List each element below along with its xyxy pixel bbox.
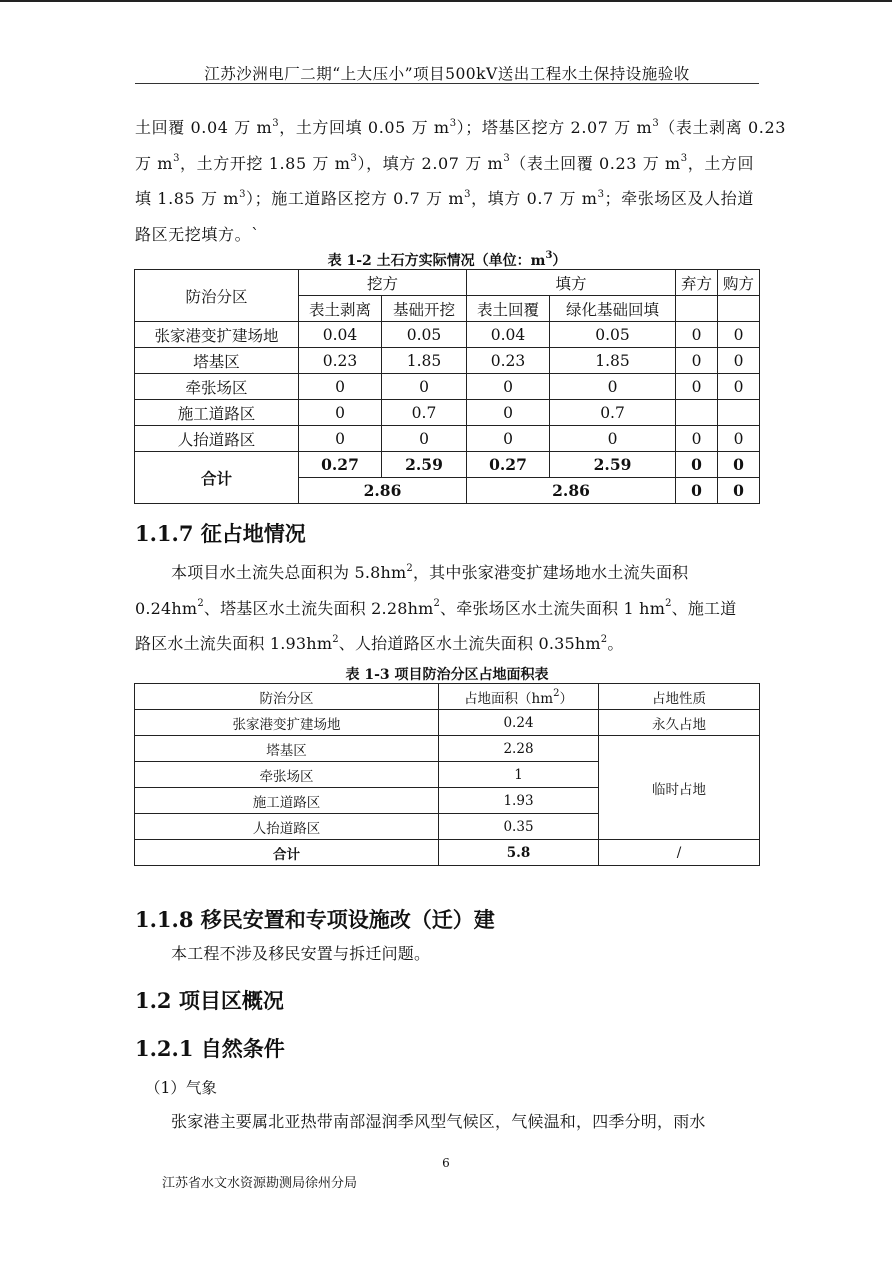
- temporary-land-cell: 临时占地: [599, 736, 760, 840]
- header-nature: 占地性质: [599, 684, 760, 710]
- cell: 人抬道路区: [135, 426, 299, 452]
- cell: 0: [382, 426, 467, 452]
- cell: [718, 400, 760, 426]
- climate-paragraph: 张家港主要属北亚热带南部湿润季风型气候区，气候温和，四季分明，雨水: [171, 1112, 706, 1131]
- table-row: [135, 348, 760, 374]
- cell: 0: [382, 374, 467, 400]
- header-zone: 防治分区: [135, 684, 439, 710]
- superscript: 3: [173, 153, 181, 165]
- superscript: 3: [652, 117, 660, 129]
- table-row: [135, 400, 760, 426]
- text-run: （表土回覆 0.23 万 m: [510, 153, 681, 173]
- cell: 0: [676, 374, 718, 400]
- cell: 0: [299, 374, 382, 400]
- cell: 2.59: [550, 452, 676, 478]
- header-topsoil-cover: 表土回覆: [467, 296, 550, 322]
- empty-cell: [676, 296, 718, 322]
- cell: 施工道路区: [135, 788, 439, 814]
- top-border: [0, 0, 892, 2]
- cell: 合计: [135, 840, 439, 866]
- cell: 0.04: [299, 322, 382, 348]
- cell: 0: [467, 400, 550, 426]
- caption-text: ）: [552, 253, 567, 269]
- header-topsoil-strip: 表土剥离: [299, 296, 382, 322]
- section-heading: 1.2.1 自然条件: [135, 1036, 285, 1061]
- cell: 牵张场区: [135, 374, 299, 400]
- cell: 0: [676, 426, 718, 452]
- organization-footer: 江苏省水文水资源勘测局徐州分局: [162, 1176, 358, 1191]
- text-run: ，填方 0.7 万 m: [471, 189, 598, 208]
- header-waste: 弃方: [676, 270, 718, 296]
- page-number: 6: [442, 1156, 450, 1170]
- total-row: [135, 840, 760, 866]
- cell: 塔基区: [135, 736, 439, 762]
- para-line: [135, 181, 759, 217]
- text-run: ）；塔基区挖方 2.07 万 m: [456, 118, 653, 137]
- header-text: ）: [559, 690, 573, 707]
- superscript: 3: [239, 188, 247, 200]
- superscript: 2: [332, 633, 339, 645]
- cell: 0: [718, 478, 760, 504]
- superscript: 3: [350, 153, 358, 165]
- earthwork-table: [134, 269, 760, 504]
- cell: 1.85: [550, 348, 676, 374]
- cell: 0.05: [382, 322, 467, 348]
- text-run: 填 1.85 万 m: [135, 189, 240, 208]
- header-dig: 挖方: [299, 270, 467, 296]
- text-run: ），填方 2.07 万 m: [357, 153, 504, 173]
- cell: 0: [718, 348, 760, 374]
- table-row: [135, 710, 760, 736]
- text-run: （表土剥离 0.23: [659, 118, 787, 137]
- cell: 0.23: [299, 348, 382, 374]
- text-run: 、牵张场区水土流失面积 1 hm: [440, 598, 666, 618]
- cell: 0: [718, 426, 760, 452]
- cell: 0: [467, 374, 550, 400]
- table-row: [135, 322, 760, 348]
- cell: 0: [676, 322, 718, 348]
- resettlement-paragraph: 本工程不涉及移民安置与拆迁问题。: [171, 944, 431, 963]
- para-line: [135, 555, 759, 591]
- text-run: ）；施工道路区挖方 0.7 万 m: [246, 189, 465, 208]
- cell: 0: [718, 374, 760, 400]
- cell: 2.86: [467, 478, 676, 504]
- header-foundation-dig: 基础开挖: [382, 296, 467, 322]
- text-run: ，其中张家港变扩建场地水土流失面积: [412, 563, 689, 582]
- cell: 0: [467, 426, 550, 452]
- section-heading: 1.1.7 征占地情况: [135, 521, 306, 546]
- header-green-fill: 绿化基础回填: [550, 296, 676, 322]
- table-1-2-caption: [135, 250, 759, 270]
- table-row: [135, 374, 760, 400]
- section-heading: 1.2 项目区概况: [135, 988, 284, 1013]
- text-run: 、人抬道路区水土流失面积 0.35hm: [338, 634, 601, 653]
- cell: 张家港变扩建场地: [135, 710, 439, 736]
- text-run: ，土方回填 0.05 万 m: [279, 118, 450, 137]
- header-rule: [135, 83, 759, 84]
- text-run: 。: [607, 634, 624, 653]
- superscript: 2: [600, 633, 608, 645]
- text-run: ，土方回: [687, 153, 755, 173]
- table-row: [135, 426, 760, 452]
- header-text: 占地面积（hm: [464, 690, 554, 707]
- cell: 牵张场区: [135, 762, 439, 788]
- cell: 2.28: [439, 736, 599, 762]
- superscript: 3: [272, 117, 280, 129]
- superscript: 2: [197, 598, 204, 610]
- land-area-table: [134, 683, 760, 866]
- text-run: 、施工道: [671, 598, 737, 618]
- cell: 1: [439, 762, 599, 788]
- para-line: [135, 146, 759, 182]
- para-line: 路区无挖填方。`: [135, 224, 260, 244]
- cell: 2.59: [382, 452, 467, 478]
- superscript: 2: [406, 562, 413, 574]
- cell: 0: [676, 478, 718, 504]
- superscript: 2: [665, 598, 672, 610]
- cell: 张家港变扩建场地: [135, 322, 299, 348]
- cell: 2.86: [299, 478, 467, 504]
- text-run: 、塔基区水土流失面积 2.28hm: [203, 598, 434, 618]
- cell: 5.8: [439, 840, 599, 866]
- land-occupation-paragraph: [135, 555, 759, 662]
- cell: 0: [299, 426, 382, 452]
- cell: 人抬道路区: [135, 814, 439, 840]
- superscript: 3: [545, 250, 553, 262]
- cell: 0.05: [550, 322, 676, 348]
- section-heading: 1.1.8 移民安置和专项设施改（迁）建: [135, 907, 495, 932]
- superscript: 3: [597, 188, 605, 200]
- cell: 0: [676, 452, 718, 478]
- empty-cell: [718, 296, 760, 322]
- header-buy: 购方: [718, 270, 760, 296]
- cell: 0.35: [439, 814, 599, 840]
- total-row: [135, 452, 760, 478]
- cell: 0.24: [439, 710, 599, 736]
- superscript: 2: [553, 688, 560, 699]
- subsection-heading: （1）气象: [145, 1079, 217, 1097]
- text-run: 0.24hm: [135, 598, 198, 618]
- text-run: 土回覆 0.04 万 m: [135, 118, 273, 137]
- text-run: 路区水土流失面积 1.93hm: [135, 634, 333, 653]
- cell: 0: [676, 348, 718, 374]
- cell: 0.7: [382, 400, 467, 426]
- superscript: 3: [680, 153, 688, 165]
- header-area: [439, 684, 599, 710]
- cell: /: [599, 840, 760, 866]
- superscript: 3: [449, 117, 457, 129]
- table-1-3-caption: 表 1-3 项目防治分区占地面积表: [345, 667, 549, 683]
- cell: 施工道路区: [135, 400, 299, 426]
- text-run: ，土方开挖 1.85 万 m: [180, 153, 351, 173]
- text-run: 万 m: [135, 153, 174, 173]
- superscript: 3: [503, 153, 511, 165]
- text-run: 本项目水土流失总面积为 5.8hm: [171, 563, 407, 582]
- text-run: ；牵张场区及人抬道: [604, 189, 754, 208]
- para-line: [135, 626, 759, 662]
- permanent-land-cell: 永久占地: [599, 710, 760, 736]
- superscript: 2: [433, 598, 441, 610]
- cell: 0: [550, 374, 676, 400]
- cell: 0: [550, 426, 676, 452]
- cell: 0: [718, 322, 760, 348]
- total-label: 合计: [135, 452, 299, 504]
- cell: 塔基区: [135, 348, 299, 374]
- superscript: 3: [464, 188, 472, 200]
- cell: [676, 400, 718, 426]
- cell: 0: [299, 400, 382, 426]
- running-header: 江苏沙洲电厂二期“上大压小”项目500kV送出工程水土保持设施验收: [204, 65, 690, 83]
- header-zone: 防治分区: [135, 270, 299, 322]
- cell: 0: [718, 452, 760, 478]
- caption-text: 表 1-2 土石方实际情况（单位：m: [327, 253, 546, 269]
- earthwork-paragraph: [135, 110, 787, 252]
- cell: 0.7: [550, 400, 676, 426]
- para-line: [135, 110, 787, 146]
- cell: 0.27: [299, 452, 382, 478]
- header-fill: 填方: [467, 270, 676, 296]
- cell: 1.85: [382, 348, 467, 374]
- cell: 0.27: [467, 452, 550, 478]
- cell: 0.23: [467, 348, 550, 374]
- cell: 1.93: [439, 788, 599, 814]
- cell: 0.04: [467, 322, 550, 348]
- para-line: [135, 591, 759, 627]
